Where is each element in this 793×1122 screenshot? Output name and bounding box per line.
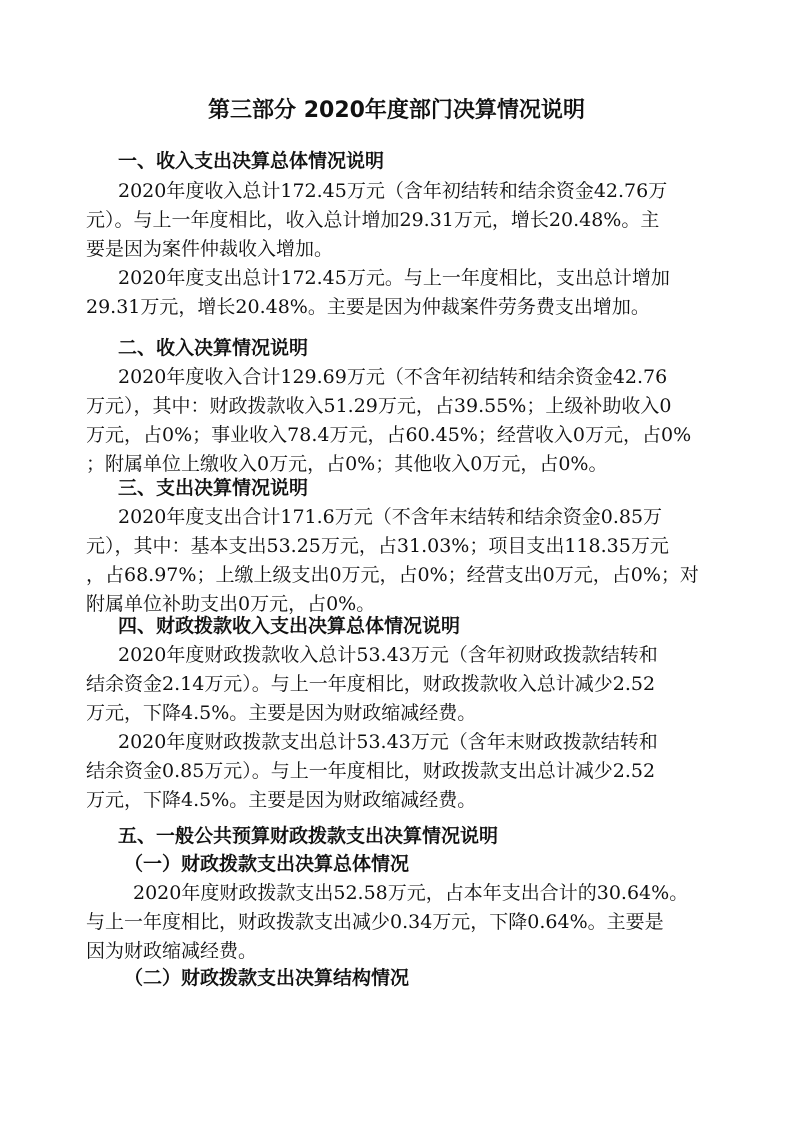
section-heading-5: 五、一般公共预算财政拨款支出决算情况说明 <box>118 825 499 847</box>
page-title: 第三部分 2020年度部门决算情况说明 <box>208 98 585 123</box>
text-line: 要是因为案件仲裁收入增加。 <box>86 238 334 260</box>
section-heading-3: 三、支出决算情况说明 <box>118 477 309 499</box>
text-line: 元）。与上一年度相比，收入总计增加29.31万元，增长20.48%。主 <box>86 209 660 231</box>
text-line: 万元，下降4.5%。主要是因为财政缩减经费。 <box>86 702 477 724</box>
text-line: 与上一年度相比，财政拨款支出减少0.34万元，下降0.64%。主要是 <box>86 911 664 933</box>
subsection-heading-1: （一）财政拨款支出决算总体情况 <box>124 853 410 875</box>
subsection-heading-2: （二）财政拨款支出决算结构情况 <box>124 967 410 989</box>
text-line: ；附属单位上缴收入0万元，占0%；其他收入0万元，占0%。 <box>86 453 608 475</box>
text-line: 2020年度收入总计172.45万元（含年初结转和结余资金42.76万 <box>118 180 668 202</box>
text-line: 结余资金0.85万元）。与上一年度相比，财政拨款支出总计减少2.52 <box>86 760 656 782</box>
text-line: 2020年度支出合计171.6万元（不含年末结转和结余资金0.85万 <box>118 506 663 528</box>
text-line: 万元，下降4.5%。主要是因为财政缩减经费。 <box>86 789 477 811</box>
text-line: 附属单位补助支出0万元，占0%。 <box>86 593 376 615</box>
text-line: 29.31万元，增长20.48%。主要是因为仲裁案件劳务费支出增加。 <box>86 296 650 318</box>
section-heading-2: 二、收入决算情况说明 <box>118 337 309 359</box>
text-line: 2020年度收入合计129.69万元（不含年初结转和结余资金42.76 <box>118 366 668 388</box>
section-heading-4: 四、财政拨款收入支出决算总体情况说明 <box>118 615 461 637</box>
text-line: 2020年度财政拨款支出总计53.43万元（含年末财政拨款结转和 <box>118 731 658 753</box>
text-line: 2020年度财政拨款收入总计53.43万元（含年初财政拨款结转和 <box>118 644 658 666</box>
text-line: ，占68.97%；上缴上级支出0万元，占0%；经营支出0万元，占0%；对 <box>86 564 699 586</box>
section-heading-1: 一、收入支出决算总体情况说明 <box>118 150 385 172</box>
text-line: 万元），其中：财政拨款收入51.29万元，占39.55%；上级补助收入0 <box>86 395 672 417</box>
text-line: 元），其中：基本支出53.25万元，占31.03%；项目支出118.35万元 <box>86 535 669 557</box>
text-line: 2020年度财政拨款支出52.58万元，占本年支出合计的30.64%。 <box>133 882 689 904</box>
text-line: 因为财政缩减经费。 <box>86 940 258 962</box>
text-line: 万元，占0%；事业收入78.4万元，占60.45%；经营收入0万元，占0% <box>86 424 692 446</box>
text-line: 2020年度支出总计172.45万元。与上一年度相比，支出总计增加 <box>118 267 670 289</box>
text-line: 结余资金2.14万元）。与上一年度相比，财政拨款收入总计减少2.52 <box>86 673 656 695</box>
